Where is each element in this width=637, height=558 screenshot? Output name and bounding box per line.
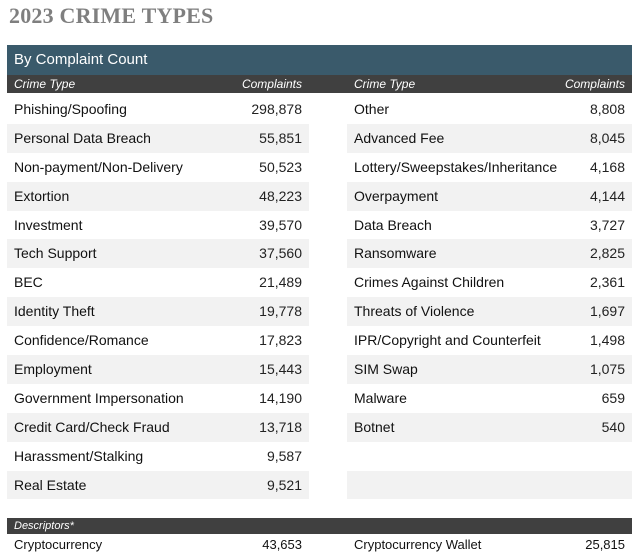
table-row [7,211,309,240]
complaint-count: 50,523 [259,158,302,175]
complaint-count: 659 [601,389,625,406]
complaint-count: 8,045 [589,129,625,146]
complaints-header: Complaints [241,77,302,91]
crime-type-name: Confidence/Romance [14,332,149,349]
complaint-count: 21,489 [259,274,302,291]
complaint-count: 9,587 [266,447,302,464]
complaint-count: 4,144 [589,187,625,204]
complaint-count: 3,727 [589,216,625,233]
table-row [7,413,309,442]
table-row [347,182,632,211]
right-crime-table [347,95,632,499]
complaint-count: 39,570 [259,216,302,233]
complaint-count: 17,823 [259,332,302,349]
complaint-count: 37,560 [259,245,302,262]
crime-type-name: Credit Card/Check Fraud [14,418,170,435]
crime-type-name: Extortion [14,187,70,204]
descriptor-name: Cryptocurrency Wallet [354,537,482,552]
complaint-count: 15,443 [259,361,302,378]
crime-type-name: Overpayment [354,187,439,204]
descriptor-name: Cryptocurrency [14,537,103,552]
table-row [7,442,309,471]
table-row [347,124,632,153]
crime-type-name: Real Estate [14,476,87,493]
crime-type-header: Crime Type [14,77,76,91]
descriptor-row [7,535,309,555]
descriptor-count: 25,815 [585,537,625,552]
table-row [347,471,632,500]
crime-type-name: Lottery/Sweepstakes/Inheritance [354,158,558,175]
table-row [7,153,309,182]
crime-type-name: Harassment/Stalking [14,447,144,464]
crime-type-header: Crime Type [354,77,416,91]
table-row [347,211,632,240]
complaint-count: 2,825 [589,245,625,262]
table-row [7,95,309,124]
crime-type-name: Other [354,101,390,117]
crime-type-name: Identity Theft [14,303,95,320]
descriptor-row [347,535,632,555]
table-row [347,268,632,297]
crime-type-name: Ransomware [354,245,437,262]
crime-type-name: Botnet [354,418,395,435]
crime-type-name: Advanced Fee [354,129,445,146]
descriptors-header: Descriptors* [7,518,632,534]
table-row [7,471,309,500]
left-column-header [7,75,309,93]
complaint-count: 55,851 [259,129,302,146]
table-row [7,124,309,153]
table-row [347,413,632,442]
crime-type-name: Tech Support [14,245,97,262]
crime-type-name: Employment [14,361,92,378]
crime-type-name: Non-payment/Non-Delivery [14,158,183,175]
table-row [347,153,632,182]
complaint-count: 1,697 [589,303,625,320]
table-row [347,355,632,384]
table-row [7,239,309,268]
complaint-count: 298,878 [251,101,302,117]
table-row [347,442,632,471]
table-row [7,268,309,297]
column-gap [309,75,347,93]
complaint-count: 1,498 [589,332,625,349]
complaint-count: 9,521 [266,476,302,493]
complaint-count: 4,168 [589,158,625,175]
descriptor-count: 43,653 [262,537,302,552]
complaint-count: 13,718 [259,418,302,435]
complaint-count: 19,778 [259,303,302,320]
page-title: 2023 CRIME TYPES [9,3,214,28]
complaint-count: 1,075 [589,361,625,378]
table-row [347,326,632,355]
crime-type-name: Crimes Against Children [354,274,505,291]
crime-type-name: IPR/Copyright and Counterfeit [354,332,541,349]
table-row [7,326,309,355]
table-row [7,384,309,413]
crime-type-name: SIM Swap [354,361,418,378]
table-row [347,239,632,268]
complaint-count: 8,808 [589,101,625,117]
table-row [7,355,309,384]
crime-type-name: Malware [354,389,407,406]
crime-type-name: Phishing/Spoofing [14,101,127,117]
complaint-count: 2,361 [589,274,625,291]
crime-type-name: Government Impersonation [14,389,184,406]
table-row [7,182,309,211]
table-row [347,384,632,413]
complaints-header: Complaints [564,77,625,91]
right-column-header [347,75,632,93]
table-row [347,95,632,124]
table-row [347,297,632,326]
crime-type-name: Investment [14,216,83,233]
complaint-count: 540 [601,418,625,435]
left-crime-table [7,95,309,499]
section-header: By Complaint Count [7,45,632,75]
crime-type-name: Personal Data Breach [14,129,151,146]
crime-type-name: Data Breach [354,216,432,233]
crime-type-name: Threats of Violence [354,303,475,320]
crime-type-name: BEC [14,274,43,291]
table-row [7,297,309,326]
complaint-count: 14,190 [259,389,302,406]
complaint-count: 48,223 [259,187,302,204]
